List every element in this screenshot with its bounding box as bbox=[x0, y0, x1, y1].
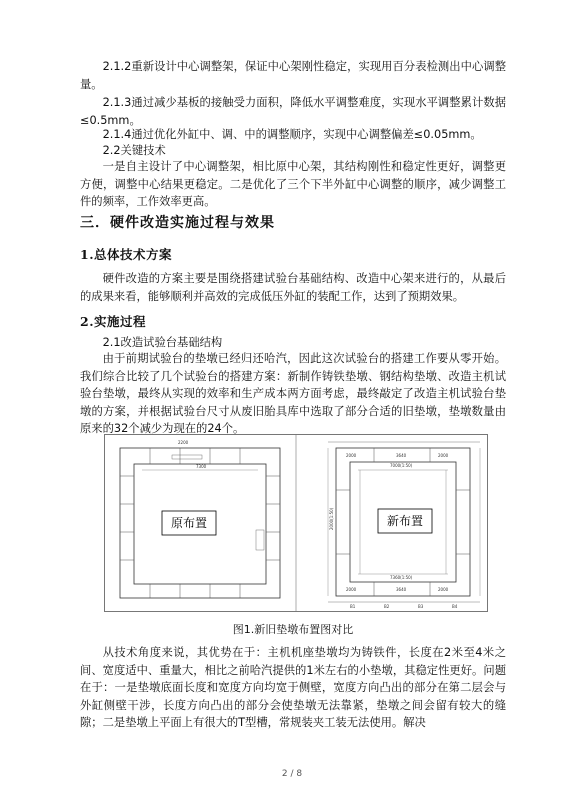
subsection-2-title: 2.实施过程 bbox=[80, 314, 147, 329]
new-dim-5: 3640 bbox=[396, 587, 407, 592]
new-dim-6: 2000 bbox=[438, 587, 449, 592]
section-3-title: 三．硬件改造实施过程与效果 bbox=[80, 215, 275, 231]
key-tech-heading: 2.2关键技术 bbox=[102, 144, 166, 157]
page-number: 2 / 8 bbox=[281, 769, 303, 779]
item-2-1-3: 2.1.3通过减少基板的接触受力面积，降低水平调整难度，实现水平调整累计数据≤0.5mm。 bbox=[80, 96, 506, 127]
subsection-2-item: 2.1改造试验台基础结构 bbox=[102, 336, 223, 349]
new-dim-4: 2000 bbox=[346, 587, 357, 592]
new-pad-b3: B3 bbox=[418, 604, 424, 609]
new-pad-b2: B2 bbox=[384, 604, 390, 609]
figure-caption: 图1.新旧垫墩布置图对比 bbox=[232, 623, 354, 636]
pad-layout-drawing bbox=[104, 434, 488, 612]
new-pad-b1: B1 bbox=[350, 604, 356, 609]
subsection-1-paragraph: 硬件改造的方案主要是围绕搭建试验台基础结构、改造中心架来进行的，从最后的成果来看，能够顺利并高效的完成低压外缸的装配工作，达到了预期效果。 bbox=[80, 272, 506, 303]
old-dim-top: 2200 bbox=[178, 440, 189, 445]
new-dim-vertical: 2000(1:50) bbox=[329, 507, 334, 530]
layout-comparison-figure bbox=[104, 434, 488, 612]
item-2-1-4: 2.1.4通过优化外缸中、调、中的调整顺序，实现中心调整偏差≤0.05mm。 bbox=[102, 128, 482, 141]
subsection-2-paragraph: 由于前期试验台的垫墩已经归还哈汽，因此这次试验台的搭建工作要从零开始。我们综合比较了几个试验台的搭建方案：新制作铸铁垫墩、钢结构垫墩、改造主机试验台垫墩，最终从实现的效率和生产成本两方面考虑，最终敲定了改造主机试验台垫墩的方案，并根据试验台尺寸从废旧胎具库中选取了部分合适的旧垫墩，垫墩数量由原来的32个减少为现在的24个。 bbox=[80, 352, 506, 435]
old-dim-inner: 7300 bbox=[196, 464, 207, 469]
old-layout-label: 原布置 bbox=[170, 516, 208, 530]
new-dim-width: 7000(1:50) bbox=[390, 463, 413, 468]
key-tech-paragraph: 一是自主设计了中心调整架，相比原中心架，其结构刚性和稳定性更好，调整更方便，调整中心结果更稳定。二是优化了三个下半外缸中心调整的顺序，减少调整工件的频率，工作效率更高。 bbox=[80, 160, 506, 208]
new-dim-1: 2000 bbox=[346, 453, 357, 458]
new-dim-bottom: 7360(1:50) bbox=[390, 575, 413, 580]
new-layout-label: 新布置 bbox=[386, 514, 424, 528]
new-pad-b4: B4 bbox=[452, 604, 458, 609]
item-2-1-2: 2.1.2重新设计中心调整架，保证中心架刚性稳定，实现用百分表检测出中心调整量。 bbox=[80, 60, 506, 91]
new-dim-2: 3640 bbox=[396, 453, 407, 458]
new-dim-3: 2000 bbox=[438, 453, 449, 458]
subsection-1-title: 1.总体技术方案 bbox=[80, 247, 173, 262]
subsection-2-paragraph-2: 从技术角度来说，其优势在于：主机机座垫墩均为铸铁件，长度在2米至4米之间、宽度适中、重量大，相比之前哈汽提供的1米左右的小垫墩，其稳定性更好。问题在于：一是垫墩底面长度和宽度方向均宽于侧壁，宽度方向凸出的部分在第二层会与外缸侧壁干涉，长度方向凸出的部分会使垫墩无法靠紧，垫墩之间会留有较大的缝隙；二是垫墩上平面上有很大的T型槽，常规装夹工装无法使用。解决 bbox=[80, 646, 506, 729]
